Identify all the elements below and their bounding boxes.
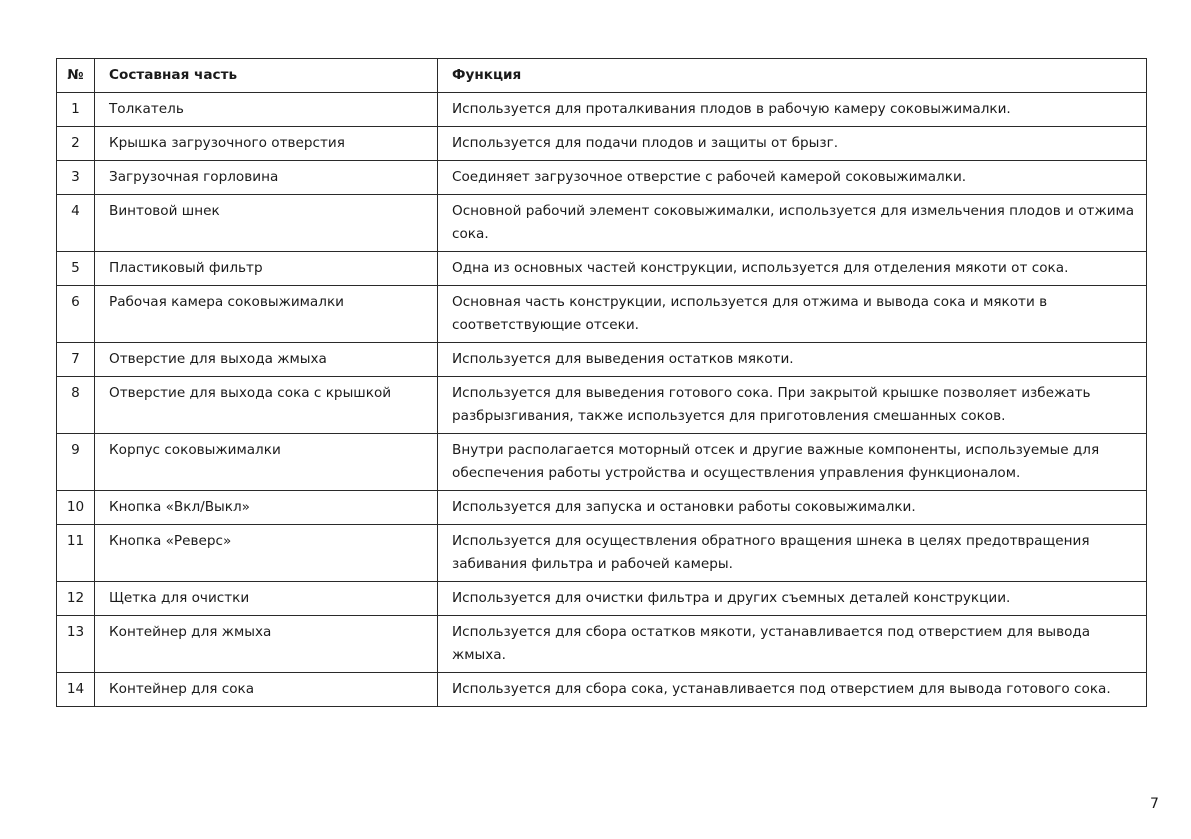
table-header-row xyxy=(57,59,1147,93)
row-function: Используется для подачи плодов и защиты от брызг. xyxy=(438,127,1147,161)
row-function: Соединяет загрузочное отверстие с рабочей камерой соковыжималки. xyxy=(438,161,1147,195)
page-number: 7 xyxy=(1150,796,1159,812)
row-num: 14 xyxy=(57,673,95,707)
row-num: 6 xyxy=(57,286,95,343)
table-body xyxy=(57,93,1147,707)
row-num: 13 xyxy=(57,616,95,673)
row-function: Используется для проталкивания плодов в рабочую камеру соковыжималки. xyxy=(438,93,1147,127)
table-row xyxy=(57,582,1147,616)
row-num: 12 xyxy=(57,582,95,616)
row-function: Используется для осуществления обратного вращения шнека в целях предотвращения забивания фильтра и рабочей камеры. xyxy=(438,525,1147,582)
table-row xyxy=(57,127,1147,161)
table-row xyxy=(57,377,1147,434)
table-row xyxy=(57,161,1147,195)
row-function: Используется для выведения готового сока. При закрытой крышке позволяет избежать разбрызгивания, также используется для приготовления смешанных соков. xyxy=(438,377,1147,434)
row-num: 2 xyxy=(57,127,95,161)
row-num: 1 xyxy=(57,93,95,127)
parts-table xyxy=(56,58,1147,707)
table-row xyxy=(57,343,1147,377)
row-num: 9 xyxy=(57,434,95,491)
row-num: 10 xyxy=(57,491,95,525)
row-part: Загрузочная горловина xyxy=(95,161,438,195)
table-row xyxy=(57,673,1147,707)
row-num: 5 xyxy=(57,252,95,286)
row-function: Используется для запуска и остановки работы соковыжималки. xyxy=(438,491,1147,525)
row-num: 3 xyxy=(57,161,95,195)
row-function: Основной рабочий элемент соковыжималки, используется для измельчения плодов и отжима сока. xyxy=(438,195,1147,252)
row-part: Контейнер для жмыха xyxy=(95,616,438,673)
row-num: 11 xyxy=(57,525,95,582)
table-row xyxy=(57,195,1147,252)
row-num: 8 xyxy=(57,377,95,434)
row-part: Кнопка «Реверс» xyxy=(95,525,438,582)
row-part: Крышка загрузочного отверстия xyxy=(95,127,438,161)
row-function: Используется для сбора остатков мякоти, устанавливается под отверстием для вывода жмыха. xyxy=(438,616,1147,673)
row-function: Основная часть конструкции, используется для отжима и вывода сока и мякоти в соответствующие отсеки. xyxy=(438,286,1147,343)
row-part: Пластиковый фильтр xyxy=(95,252,438,286)
header-num: № xyxy=(57,59,95,93)
row-part: Кнопка «Вкл/Выкл» xyxy=(95,491,438,525)
table-row xyxy=(57,616,1147,673)
row-part: Контейнер для сока xyxy=(95,673,438,707)
row-function: Используется для сбора сока, устанавливается под отверстием для вывода готового сока. xyxy=(438,673,1147,707)
row-part: Отверстие для выхода сока с крышкой xyxy=(95,377,438,434)
row-part: Корпус соковыжималки xyxy=(95,434,438,491)
table-row xyxy=(57,525,1147,582)
row-function: Используется для выведения остатков мякоти. xyxy=(438,343,1147,377)
row-function: Используется для очистки фильтра и других съемных деталей конструкции. xyxy=(438,582,1147,616)
row-part: Рабочая камера соковыжималки xyxy=(95,286,438,343)
table-row xyxy=(57,286,1147,343)
row-part: Щетка для очистки xyxy=(95,582,438,616)
row-part: Отверстие для выхода жмыха xyxy=(95,343,438,377)
table-row xyxy=(57,252,1147,286)
row-function: Внутри располагается моторный отсек и другие важные компоненты, используемые для обеспечения работы устройства и осуществления управления функционалом. xyxy=(438,434,1147,491)
row-num: 7 xyxy=(57,343,95,377)
row-part: Винтовой шнек xyxy=(95,195,438,252)
row-function: Одна из основных частей конструкции, используется для отделения мякоти от сока. xyxy=(438,252,1147,286)
row-part: Толкатель xyxy=(95,93,438,127)
row-num: 4 xyxy=(57,195,95,252)
header-part: Составная часть xyxy=(95,59,438,93)
table-row xyxy=(57,491,1147,525)
table-row xyxy=(57,434,1147,491)
header-function: Функция xyxy=(438,59,1147,93)
table-row xyxy=(57,93,1147,127)
